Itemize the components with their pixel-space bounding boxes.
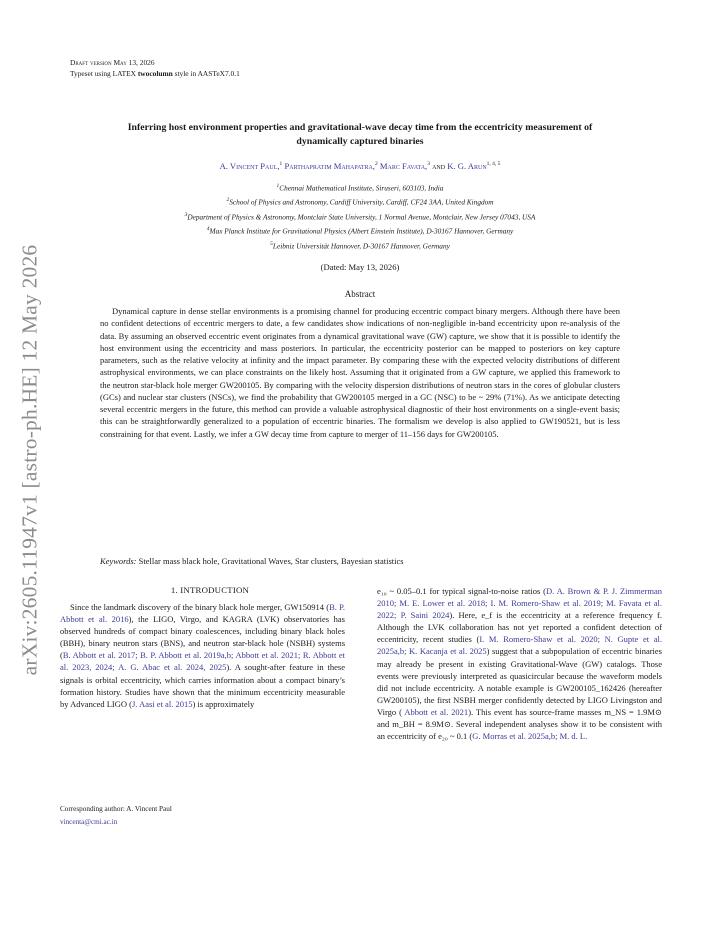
body-text: ) suggest that a subpopulation of eccentric binaries may already be present in existing Gravitational-Wave (GW) catalogs. Those events were previously interpreted as quasicircular because the waveform models did not include eccentricity. A notable example is GW200105_162426 (hereafter GW200105), the first NSBH merger confidently detected by LIGO Livingston and Virgo (	[377, 646, 662, 717]
author-and: and	[429, 160, 448, 171]
title-line-1: Inferring host environment properties and gravitational-wave decay time from the eccentricity measurement of	[127, 122, 593, 133]
corresponding-author: Corresponding author: A. Vincent Paul	[60, 805, 172, 813]
body-text: e₁₀ ~ 0.05–0.1 for typical signal-to-noise ratios (	[377, 586, 546, 596]
keywords	[100, 556, 620, 566]
title-line-2: dynamically captured binaries	[296, 136, 424, 147]
arxiv-identifier: arXiv:2605.11947v1 [astro-ph.HE] 12 May 2026	[17, 244, 42, 676]
body-text: ). A sought-after feature in these signals is orbital eccentricity, which carries information about a compact binary’s formation history. Studies have shown that the minimum eccentricity measurable by Advanced LIGO (	[60, 662, 345, 709]
author-affil-sup: 3	[427, 161, 430, 167]
arxiv-identifier-stamp	[10, 230, 50, 690]
affiliation-4	[80, 223, 640, 237]
intro-right-column	[377, 585, 662, 742]
affiliation-text: Max Planck Institute for Gravitational Physics (Albert Einstein Institute), D-30167 Hannover, Germany	[209, 226, 514, 236]
typeset-line	[70, 69, 240, 78]
affiliation-3	[80, 209, 640, 223]
body-text: ), the LIGO, Virgo, and KAGRA (LVK) observatories has observed hundreds of compact binary coalescences, including binary black holes (BBH), binary neutron stars (BNS), and neutron star-black hole (NSBH) systems (	[60, 614, 345, 661]
author-favata[interactable]: Marc Favata,	[379, 160, 428, 171]
citation-link[interactable]: G. Morras et al. 2025a,b; M. d. L.	[472, 731, 588, 742]
author-affil-sup: 1	[279, 161, 283, 167]
author-affil-sup: 1, 4, 5	[486, 161, 501, 167]
affiliation-1	[80, 180, 640, 194]
author-list	[80, 158, 640, 172]
author-arun[interactable]: K. G. Arun	[447, 160, 487, 171]
section-heading-introduction: 1. INTRODUCTION	[170, 585, 250, 595]
affiliation-text: Department of Physics & Astronomy, Montclair State University, 1 Normal Avenue, Montclair, New Jersey 07043, USA	[187, 212, 536, 222]
author-affil-sup: 2	[374, 161, 378, 167]
affiliation-sup: 2	[226, 197, 230, 204]
draft-version: Draft version May 13, 2026	[70, 58, 155, 67]
typeset-prefix: Typeset using LATEX	[70, 69, 138, 78]
citation-link[interactable]: Abbott et al. 2021	[401, 706, 469, 717]
citation-link[interactable]: B. P. Abbott et al. 2016	[60, 602, 345, 625]
body-text: ) is approximately	[192, 698, 255, 709]
author-paul[interactable]: A. Vincent Paul,	[219, 160, 280, 171]
keywords-list: Stellar mass black hole, Gravitational Waves, Star clusters, Bayesian statistics	[136, 556, 404, 566]
affiliation-sup: 5	[270, 240, 273, 247]
dated-line: (Dated: May 13, 2026)	[320, 262, 400, 272]
paper-title	[80, 121, 640, 149]
corresponding-email-link[interactable]: vincenta@cmi.ac.in	[60, 818, 118, 826]
citation-link[interactable]: I. M. Romero-Shaw et al. 2020; N. Gupte et al. 2025a,b; K. Kacanja et al. 2025	[377, 634, 662, 657]
typeset-style: twocolumn	[137, 69, 173, 78]
affiliation-2	[80, 194, 640, 208]
affiliation-text: School of Physics and Astronomy, Cardiff University, Cardiff, CF24 3AA, United Kingdom	[229, 197, 494, 207]
typeset-suffix: style in AASTeX7.0.1	[172, 69, 240, 78]
affiliations	[80, 180, 640, 252]
affiliation-sup: 4	[206, 226, 210, 233]
body-text: Since the landmark discovery of the binary black hole merger, GW150914 (	[70, 602, 330, 612]
citation-link[interactable]: J. Aasi et al. 2015	[132, 698, 193, 709]
affiliation-sup: 1	[276, 183, 280, 189]
citation-link[interactable]: B. Abbott et al. 2017; B. P. Abbott et al. 2019a,b; Abbott et al. 2021; R. Abbott et al. 2023, 2024; A. G. Abac et al. 2024, 2025	[60, 650, 345, 673]
abstract-heading: Abstract	[344, 289, 376, 299]
body-text: ). This event has source-frame masses m_NS = 1.9M⊙ and m_BH = 8.9M⊙. Several independent analyses show it to be consistent with an eccentricity of e₂₀ ~ 0.1 (	[377, 706, 663, 742]
affiliation-text: Chennai Mathematical Institute, Siruseri, 603103, India	[279, 183, 444, 193]
intro-left-column	[60, 601, 345, 710]
affiliation-5	[80, 238, 640, 252]
abstract-text: Dynamical capture in dense stellar environments is a promising channel for producing eccentric compact binary mergers. Although there have been no confident detections of eccentric mergers to date, a few candidates show indications of non-negligible in-band eccentricity upon re-analysis of the data. By assuming an observed eccentric event originates from a dynamical gravitational wave (GW) capture, we show that it is possible to identify the host environment using the eccentricity and mass posteriors. In particular, the eccentricity posterior can be mapped to posteriors on key capture parameters, such as the relative velocity at infinity and the impact parameter. By comparing these with the expected velocity distributions of different astrophysical environments, we can place constraints on the likely host. Assuming that it originated from a GW capture, we applied this framework to the neutron star-black hole merger GW200105. By comparing with the velocity dispersion distributions of neutron stars in the cores of globular clusters (GCs) and nuclear star clusters (NSCs), we find the probability that GW200105 merged in a GC (NSC) to be ~ 29% (71%). As we anticipate detecting several eccentric mergers in the future, this method can provide a valuable astrophysical diagnostic of their host environments on a single-event basis; this can be straightforwardly generalized to a population of eccentric binaries. The formalism we develop is also applied to GW190521, but is less constraining for that event. Lastly, we infer a GW decay time from capture to merger of 11–156 days for GW200105.	[100, 306, 620, 439]
body-text: ). Here, e_f is the eccentricity at a reference frequency f. Although the LVK collaboration has not yet reported a confident detection of eccentricity, recent studies (	[377, 610, 662, 645]
affiliation-sup: 3	[184, 211, 188, 218]
affiliation-text: Leibniz Universität Hannover, D-30167 Hannover, Germany	[272, 241, 450, 251]
keywords-label: Keywords:	[100, 556, 137, 566]
citation-link[interactable]: D. A. Brown & P. J. Zimmerman 2010; M. E. Lower et al. 2018; I. M. Romero-Shaw et al. 2019; M. Favata et al. 2022; P. Saini 2024	[377, 586, 662, 621]
author-mahapatra[interactable]: Parthapratim Mahapatra,	[284, 160, 375, 171]
